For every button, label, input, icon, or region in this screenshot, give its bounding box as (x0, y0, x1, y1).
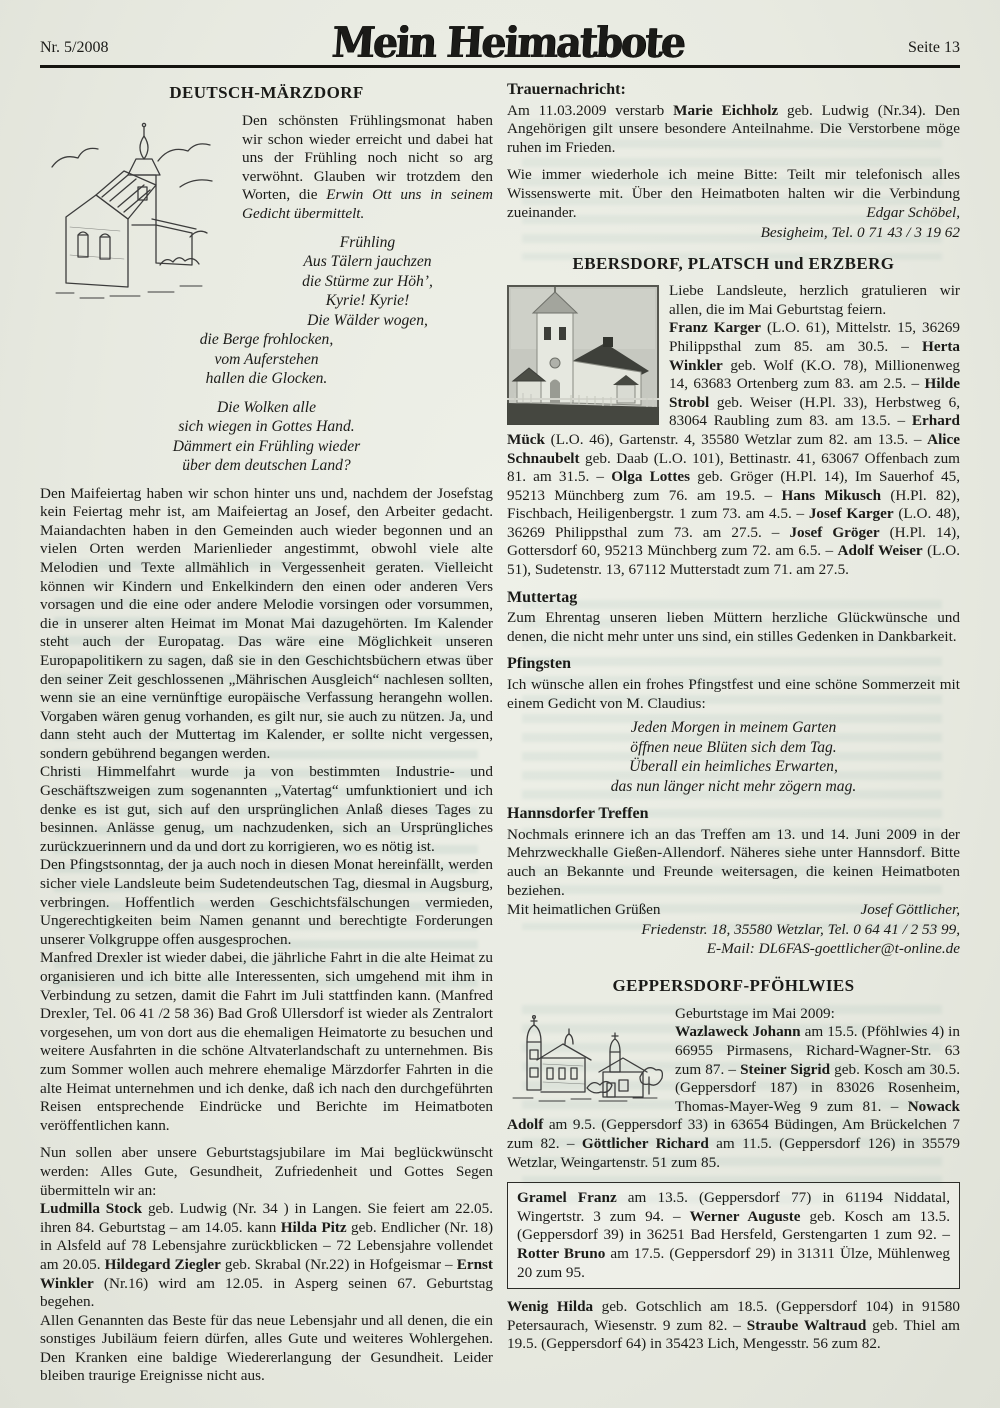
geppersdorf-intro: Geburtstage im Mai 2009: (675, 1004, 835, 1022)
section-heading-ebersdorf: EBERSDORF, PLATSCH und ERZBERG (572, 254, 895, 274)
obituary-paragraph: Am 11.03.2009 verstarb Marie Eichholz geb. Ludwig (Nr.34). Den Angehörigen gilt unsere besondere Anteilnahme. Die Verstorbene möge ruhen im Frieden. (507, 101, 961, 156)
left-column (40, 81, 493, 1386)
pfingsten-paragraph: Ich wünsche allen ein frohes Pfingstfest und eine schöne Sommerzeit mit einem Gedicht von M. Claudius: (507, 676, 960, 712)
section-heading-pfingsten: Pfingsten (507, 655, 571, 673)
church-photo-ebersdorf (507, 285, 659, 425)
body-paragraph: Den Pfingstsonntag, der ja auch noch in diesen Monat hereinfällt, werden sicher viele Landsleute beim Sudetendeutschen Tag, diesmal in Augsburg, verbringen. Hoffentlich werden Geschichtsfälschungen vermieden, Ungerechtigkeiten beim Namen genannt und berechtigte Forderungen unserer Volkgruppe offen ausgesprochen. (40, 856, 493, 948)
poem-fruehling-stanza-2: Die Wolken alle sich wiegen in Gottes Hand. Dämmert ein Frühling wieder über dem deutschen Land? (172, 398, 361, 475)
greeting-row (507, 900, 960, 920)
section-heading-trauernachricht: Trauernachricht: (507, 81, 626, 98)
muttertag-paragraph: Zum Ehrentag unseren lieben Müttern herzliche Glückwünsche und denen, die nicht mehr unter uns sind, ein stilles Gedenken in Dankbarkeit. (507, 609, 960, 645)
right-column (507, 81, 960, 1386)
signature-name: Josef Göttlicher, (860, 901, 960, 919)
page-header (40, 18, 960, 68)
body-paragraph: Christi Himmelfahrt wurde ja von bestimmten Industrie- und Geschäftszweigen zum sogenannten „Vatertag“ umfunktioniert und ich denke es ist gut, sich auf den ursprünglichen Anlaß dieses Tages zu besinnen. Anlässe genug, um nachzudenken, sich an Ursprüngliches zurückzuerinnern und da und dort zu korrigieren, wo es nötig ist. (40, 763, 493, 855)
intro-paragraph: Den schönsten Frühlingsmonat haben wir schon wieder erreicht und dabei hat uns der Frühling noch nicht so arg verwöhnt. Glauben wir trotzdem den Worten, die Erwin Ott uns in seinem Gedicht übermittelt. (242, 112, 493, 222)
church-sketch-maerzdorf (40, 115, 232, 321)
section-heading-deutsch-maerzdorf: DEUTSCH-MÄRZDORF (169, 83, 364, 102)
poem-fruehling-stanza-1: Frühling Aus Tälern jauchzen die Stürme zur Höh’, Kyrie! Kyrie! Die Wälder wogen, die Berge frohlocken, vom Auferstehen hallen die Glocken. (199, 233, 433, 388)
ebersdorf-intro: Liebe Landsleute, herzlich gratulieren wir allen, die im Mai Geburtstag feiern. (669, 282, 960, 318)
body-paragraph: Manfred Drexler ist wieder dabei, die jährliche Fahrt in die alte Heimat zu organisieren und ich bitte alle Interessenten, sich umgehend mit ihm in Verbindung zu setzen, damit die Fahrt im Juli stattfinden kann. (Manfred Drexler, Tel. 06 41 /2 58 36) Bad Groß Ullersdorf ist wieder als Zentralort vorgesehen, um von dort aus die ehemaligen Heimatorte zu besuchen und weitere Ausfahrten in die schöne Altvaterlandschaft zu unternehmen. Bis zum Sommer wollen auch mehrere ehemalige Märzdorfer Fahrten in die alte Heimat unternehmen und ich denke, daß ich nach den durchgeführten Reisen entsprechende Eindrücke und Berichte im Heimatboten veröffentlichen kann. (40, 949, 493, 1134)
poem-claudius: Jeden Morgen in meinem Garten öffnen neue Blüten sich dem Tag. Überall ein heimliches Erwarten, das nun länger nicht mehr zögern mag. (610, 719, 857, 795)
section-heading-muttertag: Muttertag (507, 588, 578, 606)
request-paragraph: Wie immer wiederhole ich meine Bitte: Teilt mir telefonisch alles Wissenswerte mit. Über den Heimatboten halten wir die Verbindung zueinander. (507, 166, 960, 221)
village-sketch-geppersdorf (507, 1008, 665, 1105)
signature-name: Edgar Schöbel, (866, 204, 960, 222)
geppersdorf-birthday-list: Wazlaweck Johann am 15.5. (Pföhlwies 4) in 66955 Pirmasens, Richard-Wagner-Str. 63 zum 87. – Steiner Sigrid geb. Kosch am 30.5. (Geppersdorf 187) in 83026 Rosenheim, Thomas-Mayer-Weg 9 zum 81. – Nowack Adolf am 9.5. (Geppersdorf 33) in 63654 Büdingen, Am Brückelchen 7 zum 82. – Göttlicher Richard am 11.5. (Geppersdorf 126) in 35579 Wetzlar, Weingartenstr. 51 zum 85. (507, 1023, 961, 1171)
masthead-title: Mein Heimatbote (330, 18, 686, 68)
closing-paragraph: Allen Genannten das Beste für das neue Lebensjahr und all denen, die ein sonstiges Jubiläum feiern dürfen, alles Gute und weiteres Wohlergehen. Den Kranken eine baldige Wiedererlangung der Gesundheit. Leider bleiben traurige Ereignisse nicht aus. (40, 1311, 493, 1385)
greeting-text: Mit heimatlichen Grüßen (507, 901, 661, 919)
geppersdorf-birthday-list-continued: Wenig Hilda geb. Gotschlich am 18.5. (Geppersdorf 104) in 91580 Petersaurach, Wiesenstr. 9 zum 82. – Straube Waltraud geb. Thiel am 19.5. (Geppersdorf 64) in 35423 Lich, Mengesstr. 56 zum 82. (507, 1298, 960, 1353)
page-number: Seite 13 (907, 39, 960, 56)
hannsdorf-paragraph: Nochmals erinnere ich an das Treffen am 13. und 14. Juni 2009 in der Mehrzweckhalle Gießen-Allendorf. Näheres siehe unter Hannsdorf. Bitte auch an Bekannte und Freunde weitersagen, die keinen Heimatboten beziehen. (507, 825, 960, 899)
issue-number: Nr. 5/2008 (40, 39, 109, 56)
section-heading-geppersdorf: GEPPERSDORF-PFÖHLWIES (612, 975, 855, 995)
ebersdorf-birthday-list: Franz Karger (L.O. 61), Mittelstr. 15, 36269 Philippsthal zum 85. am 30.5. – Herta Winkler geb. Wolf (K.O. 78), Millionenweg 14, 63683 Ortenberg zum 83. am 2.5. – Hilde Strobl geb. Weiser (H.Pl. 33), Herbstweg 6, 83064 Raubling zum 83. am 13.5. – Erhard Mück (L.O. 46), Gartenstr. 4, 35580 Wetzlar zum 82. am 13.5. – Alice Schnaubelt geb. Daab (L.O. 101), Bettinastr. 41, 63067 Offenbach zum 81. am 31.5. – Olga Lottes geb. Gröger (H.Pl. 14), Im Sauerhof 45, 95213 Münchberg zum 76. am 19.5. – Hans Mikusch (H.Pl. 82), Fischbach, Heiligenbergstr. 1 zum 73. am 4.5. – Josef Karger (L.O. 48), 36269 Philippsthal zum 73. am 27.5. – Josef Gröger (H.Pl. 14), Gottersdorf 60, 95213 Münchberg zum 72. am 6.5. – Adolf Weiser (L.O. 51), Sudetenstr. 13, 67112 Mutterstadt zum 71. am 27.5. (507, 319, 961, 579)
boxed-list-text: Gramel Franz am 13.5. (Geppersdorf 77) in 61194 Niddatal, Wingertstr. 3 zum 94. – Werner Auguste geb. Kosch am 13.5. (Geppersdorf 39) in 36251 Bad Hersfeld, Gerstengarten 1 zum 92. – Rotter Bruno am 17.5. (Geppersdorf 29) in 31311 Ülze, Mühlenweg 20 zum 95. (517, 1189, 951, 1281)
jubilee-intro: Nun sollen aber unsere Geburtstagsjubilare im Mai beglückwünscht werden: Alles Gute, Gesundheit, Zufriedenheit und Gottes Segen übermitteln wir an: (40, 1144, 493, 1199)
jubilee-list: Ludmilla Stock geb. Ludwig (Nr. 34 ) in Langen. Sie feiert am 22.05. ihren 84. Geburtstag – am 14.05. kann Hilda Pitz geb. Endlicher (Nr. 18) in Alsfeld auf 78 Lebensjahre zurückblicken – 72 Lebensjahre vollendet am 20.05. Hildegard Ziegler geb. Skrabal (Nr.22) in Hofgeismar – Ernst Winkler (Nr.16) wird am 12.05. in Asperg seinen 67. Geburtstag begehen. (40, 1200, 494, 1311)
signature-address: Besigheim, Tel. 0 71 43 / 3 19 62 (760, 223, 960, 241)
signature-address: Friedenstr. 18, 35580 Wetzlar, Tel. 0 64 41 / 2 53 99, (641, 920, 960, 938)
signature-email: E-Mail: DL6FAS-goettlicher@t-online.de (706, 940, 960, 958)
boxed-birthday-list (507, 1182, 960, 1289)
body-paragraph: Den Maifeiertag haben wir schon hinter uns und, nachdem der Josefstag kein Feiertag mehr ist, am Maifeiertag an Josef, den Arbeiter gedacht. Maiandachten haben in den Gemeinden auch wieder begonnen und an vielen Orten werden Marienlieder angestimmt, obwohl viele alte Melodien und Texte allmählich in Vergessenheit geraten. Vielleicht können wir Kindern und Enkelkindern den einen oder anderen Vers vorsagen und die eine oder andere Melodie vorsingen oder vorsummen, die in unserer alten Heimat im Monat Mai dazugehörten. Im Kalender steht auch der Europatag. Das wäre eine Möglichkeit unseren Europapolitikern zu sagen, daß sie in den Geschichtsbüchern etwas über den seiner Zeit geschlossenen „Mährischen Ausgleich“ nachlesen sollten, wenn sie an eine vernünftige europäische Verfassung herangehn wollen. Vorgaben wären genug vorhanden, es gilt nur, sie auch zu nützen. Ja, und dann steht auch der Muttertag im Kalender, er sollte nicht vergessen, sondern gebührend begangen werden. (40, 484, 493, 762)
section-heading-hannsdorf: Hannsdorfer Treffen (507, 805, 649, 823)
